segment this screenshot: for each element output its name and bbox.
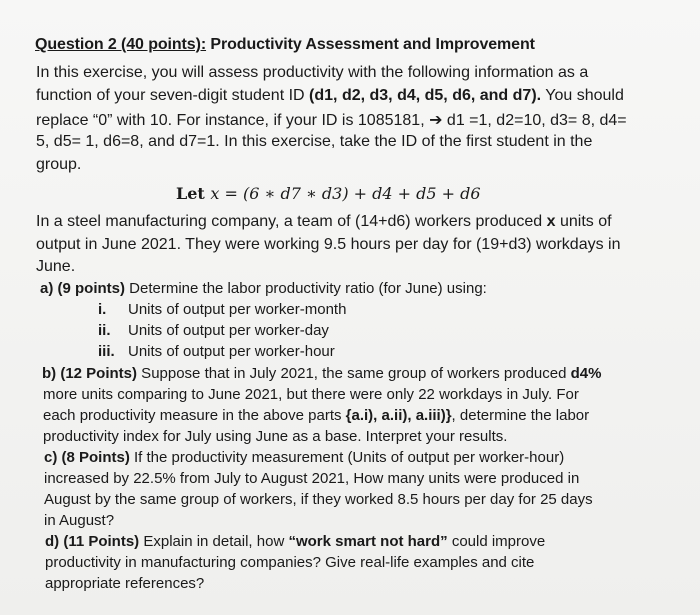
part-a-item-3-num: iii. bbox=[98, 343, 115, 360]
part-b-references: {a.i), a.ii), a.iii)} bbox=[345, 407, 452, 424]
part-a-item-1-text: Units of output per worker-month bbox=[128, 301, 347, 318]
question-title bbox=[35, 36, 535, 54]
part-a-text: Determine the labor productivity ratio (for June) using: bbox=[125, 280, 487, 297]
scenario-line-2: output in June 2021. They were working 9.5 hours per day for (19+d3) workdays in bbox=[36, 236, 621, 253]
part-c-line-4: in August? bbox=[44, 512, 115, 529]
part-a-item-1-num: i. bbox=[98, 301, 107, 318]
intro-line-5: group. bbox=[36, 156, 82, 173]
part-d-quote: “work smart not hard” bbox=[288, 533, 448, 550]
part-d-line-3: appropriate references? bbox=[45, 575, 205, 592]
intro-line-1: In this exercise, you will assess productivity with the following information as a bbox=[36, 64, 589, 81]
part-a-item-1 bbox=[98, 301, 346, 318]
part-a-heading bbox=[40, 280, 487, 297]
intro-line-2-text: function of your seven-digit student ID bbox=[36, 87, 310, 104]
part-a-item-3-text: Units of output per worker-hour bbox=[128, 343, 335, 360]
question-topic: Productivity Assessment and Improvement bbox=[206, 36, 535, 53]
question-number: Question 2 (40 points): bbox=[35, 36, 207, 53]
part-b-line-3-end: , determine the labor bbox=[451, 407, 590, 424]
part-d-label: d) (11 Points) bbox=[45, 533, 140, 550]
scenario-line-3: June. bbox=[36, 258, 76, 275]
part-d-line-2: productivity in manufacturing companies? Give real-life examples and cite bbox=[45, 554, 535, 571]
scenario-line-1 bbox=[36, 213, 612, 231]
intro-line-2-end: You should bbox=[541, 87, 624, 104]
part-b-line-3 bbox=[43, 407, 589, 424]
scenario-line-1-text: In a steel manufacturing company, a team of (14+d6) workers produced bbox=[36, 213, 547, 230]
intro-line-3: replace “0” with 10. For instance, if your ID is 1085181, ➔ d1 =1, d2=10, d3= 8, d4= bbox=[36, 112, 627, 129]
part-a-label: a) (9 points) bbox=[40, 280, 125, 297]
part-b-line-1-text: Suppose that in July 2021, the same group of workers produced bbox=[137, 365, 571, 382]
part-a-item-2 bbox=[98, 322, 329, 339]
formula-expression: x = (6 ∗ d7 ∗ d3) + d4 + d5 + d6 bbox=[210, 184, 481, 203]
part-d-line-1-end: could improve bbox=[447, 533, 546, 550]
part-b-line-1 bbox=[42, 365, 601, 382]
part-b-line-2: more units comparing to June 2021, but there were only 22 workdays in July. For bbox=[43, 386, 579, 403]
part-b-percent: d4% bbox=[570, 365, 602, 382]
part-c-line-3: August by the same group of workers, if they worked 8.5 hours per day for 25 days bbox=[44, 491, 593, 508]
formula bbox=[176, 184, 481, 203]
part-a-item-2-text: Units of output per worker-day bbox=[128, 322, 329, 339]
part-b-line-3-text: each productivity measure in the above parts bbox=[43, 407, 346, 424]
digit-variables: (d1, d2, d3, d4, d5, d6, and d7). bbox=[309, 87, 542, 104]
scenario-line-1-end: units of bbox=[555, 213, 612, 230]
part-c-line-1 bbox=[44, 449, 564, 466]
intro-line-2 bbox=[36, 87, 624, 105]
part-d-line-1 bbox=[45, 533, 545, 550]
part-c-label: c) (8 Points) bbox=[44, 449, 130, 466]
formula-lead: Let bbox=[176, 184, 211, 203]
part-b-label: b) (12 Points) bbox=[42, 365, 138, 382]
part-c-line-1-text: If the productivity measurement (Units of output per worker-hour) bbox=[129, 449, 565, 466]
output-variable: x bbox=[546, 213, 556, 230]
part-c-line-2: increased by 22.5% from July to August 2021, How many units were produced in bbox=[44, 470, 580, 487]
part-b-line-4: productivity index for July using June as a base. Interpret your results. bbox=[43, 428, 508, 445]
part-d-line-1-text: Explain in detail, how bbox=[139, 533, 289, 550]
part-a-item-3 bbox=[98, 343, 335, 360]
intro-line-4: 5, d5= 1, d6=8, and d7=1. In this exercise, take the ID of the first student in the bbox=[36, 133, 593, 150]
part-a-item-2-num: ii. bbox=[98, 322, 111, 339]
